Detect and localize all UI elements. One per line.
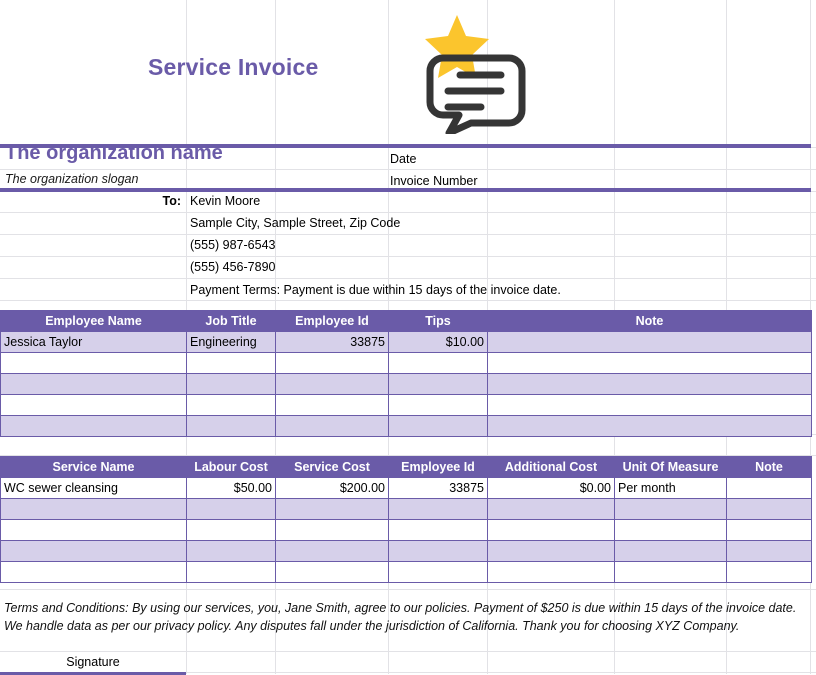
cell-service-cost[interactable] xyxy=(276,541,389,562)
table-header-row xyxy=(1,311,812,332)
cell-employee-id[interactable]: 33875 xyxy=(276,332,389,353)
terms-and-conditions: Terms and Conditions: By using our services, you, Jane Smith, agree to our policies. Payment of $250 is due within 15 days of the invoice date. We handle data as per our privacy policy. Any disputes fall under the jurisdiction of California. Thank you for choosing XYZ Company. xyxy=(4,601,797,633)
cell-job-title[interactable] xyxy=(187,416,276,437)
table-row[interactable] xyxy=(1,562,812,583)
cell-service-cost[interactable]: $200.00 xyxy=(276,478,389,499)
organization-slogan: The organization slogan xyxy=(5,172,139,186)
cell-unit-of-measure[interactable] xyxy=(615,499,727,520)
service-table xyxy=(0,456,812,583)
table-row[interactable] xyxy=(1,374,812,395)
cell-service-name[interactable] xyxy=(1,520,187,541)
cell-note[interactable] xyxy=(488,395,812,416)
cell-labour-cost[interactable] xyxy=(187,541,276,562)
gridline-horizontal xyxy=(0,278,816,279)
cell-service-cost[interactable] xyxy=(276,520,389,541)
cell-labour-cost[interactable] xyxy=(187,499,276,520)
cell-employee-id[interactable] xyxy=(276,353,389,374)
cell-service-name[interactable] xyxy=(1,562,187,583)
cell-additional-cost[interactable] xyxy=(488,562,615,583)
cell-employee-name[interactable] xyxy=(1,395,187,416)
cell-note[interactable] xyxy=(727,499,812,520)
cell-unit-of-measure[interactable]: Per month xyxy=(615,478,727,499)
gridline-horizontal xyxy=(0,300,816,301)
cell-service-name[interactable]: WC sewer cleansing xyxy=(1,478,187,499)
cell-employee-name[interactable] xyxy=(1,416,187,437)
cell-unit-of-measure[interactable] xyxy=(615,562,727,583)
cell-job-title[interactable] xyxy=(187,395,276,416)
table-row[interactable] xyxy=(1,541,812,562)
bill-to-name: Kevin Moore xyxy=(190,194,261,208)
bill-to-phone-2: (555) 456-7890 xyxy=(190,260,276,274)
cell-service-name[interactable] xyxy=(1,541,187,562)
gridline-horizontal xyxy=(0,212,816,213)
speech-bubble-star-icon xyxy=(405,12,530,134)
gridline-horizontal xyxy=(0,169,816,170)
column-header-note[interactable]: Note xyxy=(488,311,812,332)
table-header-row xyxy=(1,457,812,478)
table-row[interactable] xyxy=(1,353,812,374)
cell-employee-id[interactable]: 33875 xyxy=(389,478,488,499)
cell-employee-name[interactable] xyxy=(1,374,187,395)
bill-to-label: To: xyxy=(162,194,181,208)
gridline-horizontal xyxy=(0,256,816,257)
cell-job-title[interactable] xyxy=(187,353,276,374)
column-header-note[interactable]: Note xyxy=(727,457,812,478)
cell-note[interactable] xyxy=(488,332,812,353)
column-header-employee-id[interactable]: Employee Id xyxy=(276,311,389,332)
cell-service-name[interactable] xyxy=(1,499,187,520)
organization-name: The organization name xyxy=(5,142,223,164)
cell-tips[interactable] xyxy=(389,416,488,437)
cell-note[interactable] xyxy=(727,541,812,562)
column-header-job-title[interactable]: Job Title xyxy=(187,311,276,332)
cell-additional-cost[interactable] xyxy=(488,541,615,562)
gridline-horizontal xyxy=(0,589,816,590)
column-header-employee-id[interactable]: Employee Id xyxy=(389,457,488,478)
employee-table xyxy=(0,310,812,437)
cell-employee-id[interactable] xyxy=(389,541,488,562)
cell-unit-of-measure[interactable] xyxy=(615,520,727,541)
cell-service-cost[interactable] xyxy=(276,562,389,583)
table-row[interactable] xyxy=(1,416,812,437)
cell-additional-cost[interactable] xyxy=(488,499,615,520)
table-row[interactable] xyxy=(1,395,812,416)
cell-labour-cost[interactable]: $50.00 xyxy=(187,478,276,499)
gridline-horizontal xyxy=(0,234,816,235)
table-row[interactable] xyxy=(1,478,812,499)
date-label: Date xyxy=(390,152,417,166)
table-row[interactable] xyxy=(1,332,812,353)
cell-tips[interactable] xyxy=(389,353,488,374)
cell-note[interactable] xyxy=(727,478,812,499)
cell-note[interactable] xyxy=(727,520,812,541)
column-header-additional-cost[interactable]: Additional Cost xyxy=(488,457,615,478)
cell-employee-id[interactable] xyxy=(389,520,488,541)
bill-to-phone-1: (555) 987-6543 xyxy=(190,238,276,252)
invoice-number-label: Invoice Number xyxy=(390,174,478,188)
cell-note[interactable] xyxy=(727,562,812,583)
column-header-service-cost[interactable]: Service Cost xyxy=(276,457,389,478)
column-header-employee-name[interactable]: Employee Name xyxy=(1,311,187,332)
cell-employee-id[interactable] xyxy=(276,374,389,395)
bill-to-address: Sample City, Sample Street, Zip Code xyxy=(190,216,401,230)
cell-additional-cost[interactable] xyxy=(488,520,615,541)
cell-note[interactable] xyxy=(488,353,812,374)
payment-terms-text: Payment Terms: Payment is due within 15 days of the invoice date. xyxy=(190,283,561,297)
cell-employee-id[interactable] xyxy=(276,395,389,416)
column-header-labour-cost[interactable]: Labour Cost xyxy=(187,457,276,478)
table-row[interactable] xyxy=(1,520,812,541)
cell-labour-cost[interactable] xyxy=(187,520,276,541)
table-row[interactable] xyxy=(1,499,812,520)
cell-note[interactable] xyxy=(488,374,812,395)
header-rule-bottom xyxy=(0,188,811,192)
cell-labour-cost[interactable] xyxy=(187,562,276,583)
cell-employee-name[interactable] xyxy=(1,353,187,374)
cell-service-cost[interactable] xyxy=(276,499,389,520)
cell-additional-cost[interactable]: $0.00 xyxy=(488,478,615,499)
signature-label[interactable]: Signature xyxy=(0,653,186,675)
cell-unit-of-measure[interactable] xyxy=(615,541,727,562)
gridline-horizontal xyxy=(0,651,816,652)
column-header-service-name[interactable]: Service Name xyxy=(1,457,187,478)
page-title: Service Invoice xyxy=(148,54,319,80)
cell-employee-name[interactable]: Jessica Taylor xyxy=(1,332,187,353)
cell-job-title[interactable] xyxy=(187,374,276,395)
cell-note[interactable] xyxy=(488,416,812,437)
cell-employee-id[interactable] xyxy=(389,562,488,583)
column-header-unit-of-measure[interactable]: Unit Of Measure xyxy=(615,457,727,478)
cell-tips[interactable] xyxy=(389,374,488,395)
cell-employee-id[interactable] xyxy=(389,499,488,520)
cell-tips[interactable]: $10.00 xyxy=(389,332,488,353)
cell-employee-id[interactable] xyxy=(276,416,389,437)
column-header-tips[interactable]: Tips xyxy=(389,311,488,332)
cell-tips[interactable] xyxy=(389,395,488,416)
cell-job-title[interactable]: Engineering xyxy=(187,332,276,353)
